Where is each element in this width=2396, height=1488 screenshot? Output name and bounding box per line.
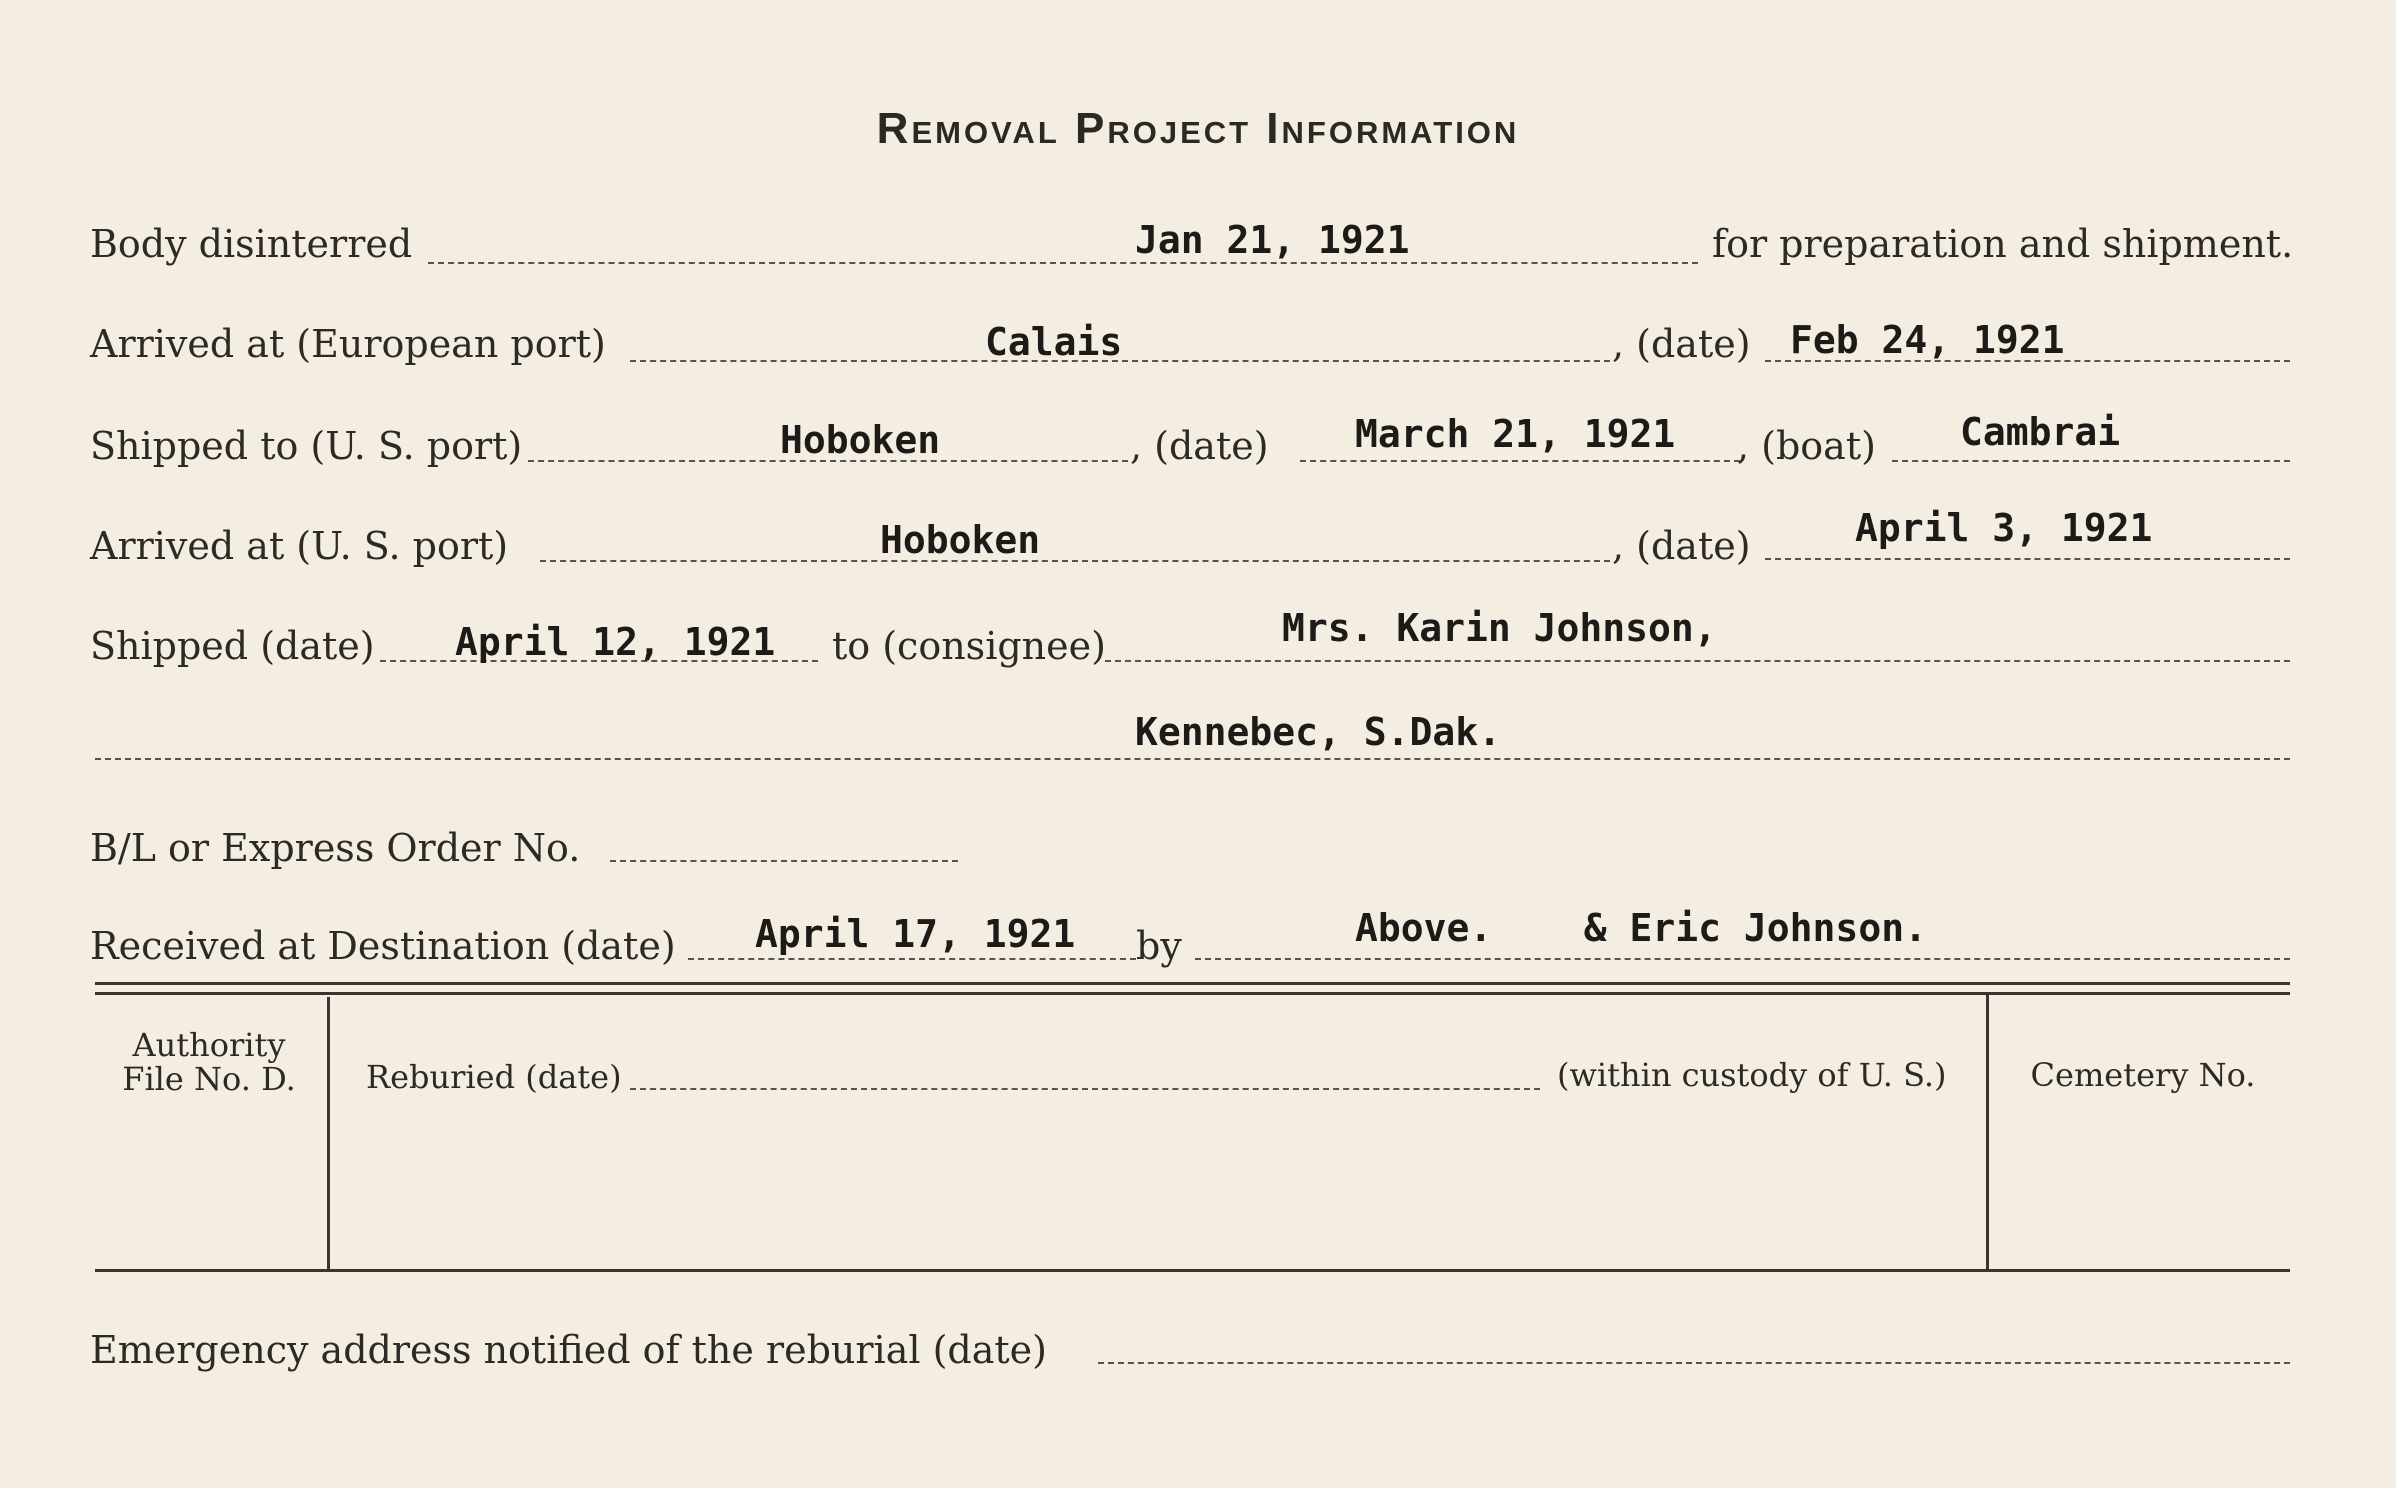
boat-value[interactable]: Cambrai bbox=[1960, 410, 2121, 454]
arrived-us-label: Arrived at (U. S. port) bbox=[90, 524, 509, 568]
shipped-us-date-line bbox=[1300, 460, 1740, 462]
consignee-line bbox=[1105, 660, 2290, 662]
arrived-us-date-value[interactable]: April 3, 1921 bbox=[1855, 506, 2153, 550]
arrived-eu-value[interactable]: Calais bbox=[985, 320, 1123, 364]
boat-line bbox=[1892, 460, 2290, 462]
section-rule-top bbox=[95, 982, 2290, 985]
received-label: Received at Destination (date) bbox=[90, 924, 676, 968]
emergency-label: Emergency address notified of the reburial (date) bbox=[90, 1328, 1047, 1372]
custody-label: (within custody of U. S.) bbox=[1557, 1056, 1947, 1094]
received-by-value[interactable]: Above. & Eric Johnson. bbox=[1355, 906, 1927, 950]
arrived-us-line bbox=[540, 560, 1610, 562]
cemetery-label: Cemetery No. bbox=[2030, 1056, 2256, 1094]
body-disinterred-suffix: for preparation and shipment. bbox=[1712, 222, 2294, 266]
received-date-line bbox=[688, 958, 1136, 960]
card-title: Removal Project Information bbox=[876, 104, 1520, 153]
arrived-us-date-label: , (date) bbox=[1612, 524, 1751, 568]
shipped-us-date-label: , (date) bbox=[1130, 424, 1269, 468]
received-by-line bbox=[1195, 958, 2290, 960]
arrived-eu-date-value[interactable]: Feb 24, 1921 bbox=[1790, 318, 2065, 362]
arrived-us-value[interactable]: Hoboken bbox=[880, 518, 1041, 562]
cemetery-divider bbox=[1986, 995, 1989, 1269]
boat-label: , (boat) bbox=[1737, 424, 1876, 468]
shipped-us-value[interactable]: Hoboken bbox=[780, 418, 941, 462]
reburied-label: Reburied (date) bbox=[366, 1058, 622, 1096]
consignee-address[interactable]: Kennebec, S.Dak. bbox=[1135, 710, 1502, 754]
section-rule-bottom bbox=[95, 992, 2290, 995]
bl-label: B/L or Express Order No. bbox=[90, 826, 581, 870]
arrived-eu-label: Arrived at (European port) bbox=[90, 322, 606, 366]
authority-label-2: File No. D. bbox=[122, 1060, 296, 1098]
reburied-line[interactable] bbox=[630, 1088, 1540, 1090]
received-by-label: by bbox=[1136, 924, 1182, 968]
received-value[interactable]: April 17, 1921 bbox=[755, 912, 1076, 956]
body-disinterred-line bbox=[428, 262, 1698, 264]
authority-label-1: Authority bbox=[132, 1026, 286, 1064]
arrived-us-date-line bbox=[1765, 558, 2290, 560]
emergency-line[interactable] bbox=[1098, 1362, 2290, 1364]
body-disinterred-label: Body disinterred bbox=[90, 222, 413, 266]
section-rule-close bbox=[95, 1269, 2290, 1272]
shipped-date-value[interactable]: April 12, 1921 bbox=[455, 620, 776, 664]
consignee-label: to (consignee) bbox=[832, 624, 1106, 668]
consignee-address-line bbox=[95, 758, 2290, 760]
consignee-name[interactable]: Mrs. Karin Johnson, bbox=[1282, 606, 1717, 650]
body-disinterred-value[interactable]: Jan 21, 1921 bbox=[1135, 218, 1410, 262]
authority-divider bbox=[327, 997, 330, 1269]
bl-line[interactable] bbox=[610, 860, 958, 862]
shipped-us-date-value[interactable]: March 21, 1921 bbox=[1355, 412, 1676, 456]
arrived-eu-date-label: , (date) bbox=[1612, 322, 1751, 366]
shipped-date-label: Shipped (date) bbox=[90, 624, 375, 668]
shipped-us-label: Shipped to (U. S. port) bbox=[90, 424, 523, 468]
